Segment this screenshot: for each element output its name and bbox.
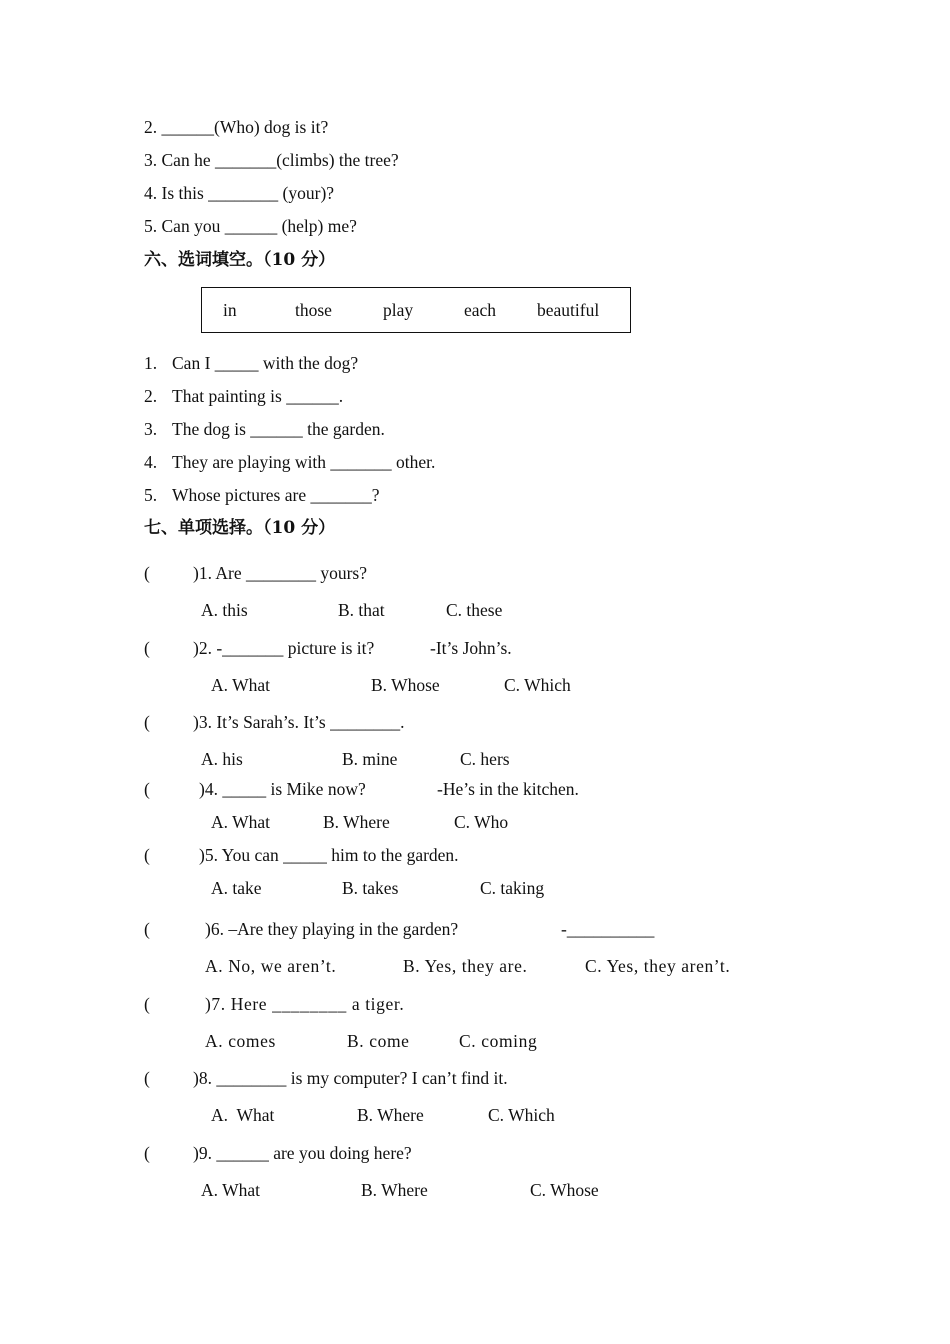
- option-c: C. coming: [459, 1031, 538, 1051]
- question-stem: )6. –Are they playing in the garden?: [205, 919, 459, 939]
- option-a: A. take: [211, 878, 262, 898]
- word-bank-item: beautiful: [537, 300, 600, 320]
- option-a: A. his: [201, 749, 243, 769]
- word-bank: [201, 287, 631, 333]
- option-c: C. Which: [504, 675, 571, 695]
- option-a: A. What: [211, 1105, 275, 1125]
- item-text: The dog is ______ the garden.: [172, 419, 385, 439]
- answer-paren: (: [144, 1143, 150, 1163]
- option-a: A. What: [211, 812, 270, 832]
- answer-paren: (: [144, 1068, 150, 1088]
- item-text: Whose pictures are _______?: [172, 485, 380, 505]
- item-number: 5.: [144, 485, 158, 505]
- option-b: B. come: [347, 1031, 410, 1051]
- option-b: B. Yes, they are.: [403, 956, 528, 976]
- option-c: C. Whose: [530, 1180, 599, 1200]
- word-bank-item: those: [295, 300, 332, 320]
- question-stem: )5. You can _____ him to the garden.: [199, 845, 459, 865]
- option-a: A. What: [211, 675, 270, 695]
- item-number: 4.: [144, 452, 158, 472]
- fill-item-5: 5. Can you ______ (help) me?: [144, 216, 357, 236]
- option-a: A. this: [201, 600, 248, 620]
- answer-paren: (: [144, 919, 150, 939]
- answer-paren: (: [144, 712, 150, 732]
- option-b: B. Where: [323, 812, 390, 832]
- option-a: A. comes: [205, 1031, 276, 1051]
- option-c: C. Yes, they aren’t.: [585, 956, 731, 976]
- item-text: Can I _____ with the dog?: [172, 353, 359, 373]
- option-b: B. mine: [342, 749, 398, 769]
- item-text: They are playing with _______ other.: [172, 452, 436, 472]
- item-number: 1.: [144, 353, 158, 373]
- fill-item-3: 3. Can he _______(climbs) the tree?: [144, 150, 399, 170]
- option-b: B. that: [338, 600, 385, 620]
- question-stem: )3. It’s Sarah’s. It’s ________.: [193, 712, 405, 732]
- question-stem: )8. ________ is my computer? I can’t find it.: [193, 1068, 508, 1088]
- option-c: C. hers: [460, 749, 510, 769]
- question-stem: )4. _____ is Mike now?: [199, 779, 366, 799]
- option-a: A. No, we aren’t.: [205, 956, 337, 976]
- fill-item-2: 2. ______(Who) dog is it?: [144, 117, 329, 137]
- question-stem: )1. Are ________ yours?: [193, 563, 368, 583]
- option-c: C. Which: [488, 1105, 555, 1125]
- question-response: -He’s in the kitchen.: [437, 779, 579, 799]
- option-b: B. Where: [361, 1180, 428, 1200]
- item-text: That painting is ______.: [172, 386, 344, 406]
- fill-item-4: 4. Is this ________ (your)?: [144, 183, 335, 203]
- question-stem: )9. ______ are you doing here?: [193, 1143, 412, 1163]
- answer-paren: (: [144, 779, 150, 799]
- section-6-heading: 六、选词填空。（10 分）: [144, 250, 336, 270]
- word-bank-item: play: [383, 300, 414, 320]
- item-number: 2.: [144, 386, 158, 406]
- item-number: 3.: [144, 419, 158, 439]
- option-a: A. What: [201, 1180, 260, 1200]
- option-b: B. Whose: [371, 675, 440, 695]
- question-response: -It’s John’s.: [430, 638, 512, 658]
- answer-paren: (: [144, 994, 150, 1014]
- option-b: B. takes: [342, 878, 399, 898]
- word-bank-item: each: [464, 300, 497, 320]
- word-bank-item: in: [223, 300, 237, 320]
- option-c: C. taking: [480, 878, 545, 898]
- question-stem: )7. Here ________ a tiger.: [205, 994, 405, 1014]
- answer-paren: (: [144, 638, 150, 658]
- option-b: B. Where: [357, 1105, 424, 1125]
- option-c: C. Who: [454, 812, 509, 832]
- answer-paren: (: [144, 845, 150, 865]
- question-stem: )2. -_______ picture is it?: [193, 638, 375, 658]
- section-7-heading: 七、单项选择。（10 分）: [144, 518, 336, 538]
- option-c: C. these: [446, 600, 503, 620]
- answer-paren: (: [144, 563, 150, 583]
- question-response: -__________: [561, 919, 655, 939]
